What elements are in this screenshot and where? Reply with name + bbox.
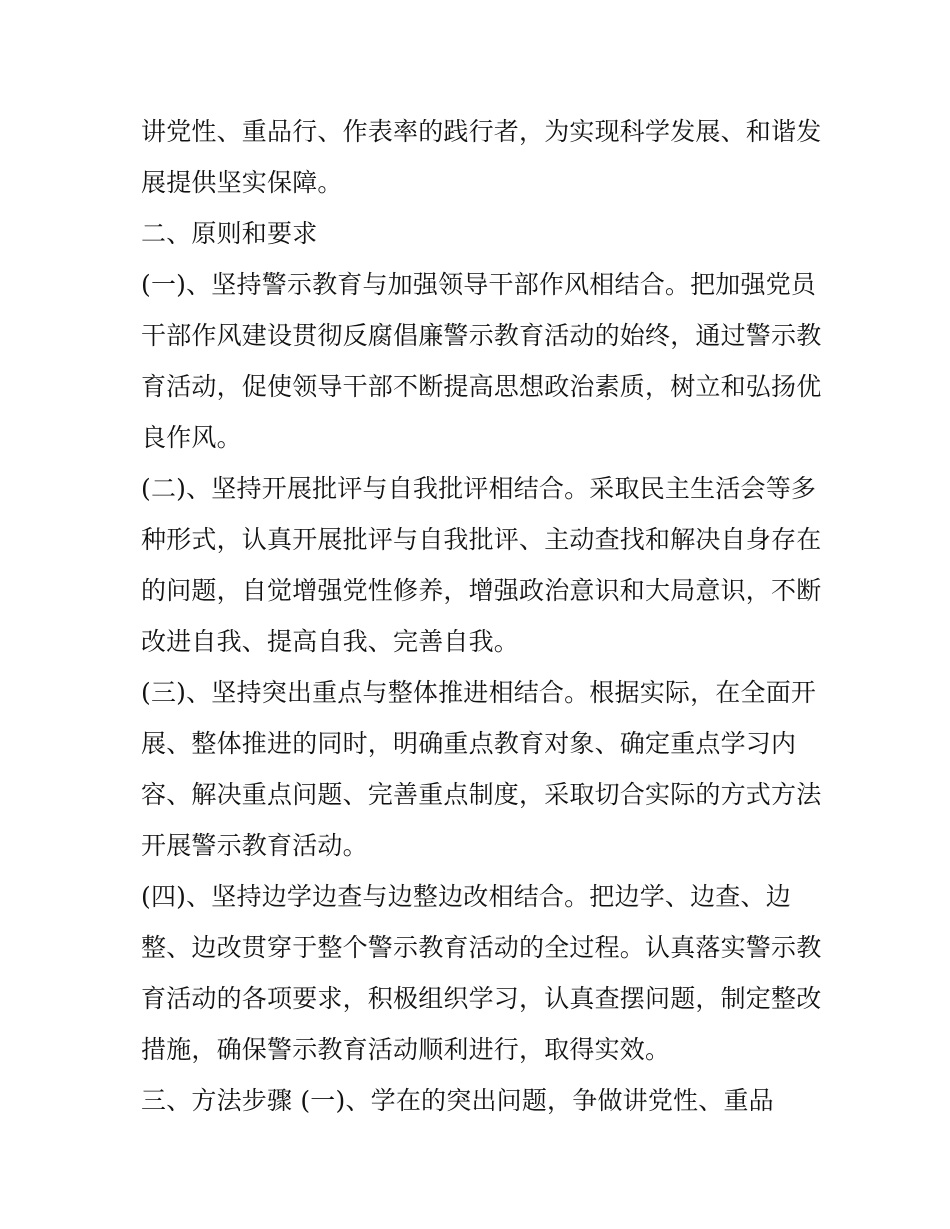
text-line: 容、解决重点问题、完善重点制度，采取切合实际的方式方法 bbox=[141, 780, 822, 809]
text-line: 良作风。 bbox=[141, 423, 242, 452]
text-line: 改进自我、提高自我、完善自我。 bbox=[141, 627, 520, 656]
text-line: 干部作风建设贯彻反腐倡廉警示教育活动的始终，通过警示教 bbox=[141, 321, 822, 350]
text-line: 的问题，自觉增强党性修养，增强政治意识和大局意识，不断 bbox=[141, 576, 822, 605]
section-heading: 二、原则和要求 bbox=[141, 219, 318, 248]
text-line: 开展警示教育活动。 bbox=[141, 831, 368, 860]
text-line: 育活动的各项要求，积极组织学习，认真查摆问题，制定整改 bbox=[141, 984, 822, 1013]
text-line: 育活动，促使领导干部不断提高思想政治素质，树立和弘扬优 bbox=[141, 372, 822, 401]
body-text bbox=[141, 106, 821, 1126]
section-heading: 三、方法步骤 (一)、学在的突出问题，争做讲党性、重品 bbox=[141, 1086, 774, 1115]
text-line: (四)、坚持边学边查与边整边改相结合。把边学、边查、边 bbox=[141, 882, 791, 911]
text-line: (三)、坚持突出重点与整体推进相结合。根据实际，在全面开 bbox=[141, 678, 817, 707]
text-line: 展、整体推进的同时，明确重点教育对象、确定重点学习内 bbox=[141, 729, 797, 758]
text-line: 种形式，认真开展批评与自我批评、主动查找和解决自身存在 bbox=[141, 525, 822, 554]
text-line: 展提供坚实保障。 bbox=[141, 168, 343, 197]
text-line: (一)、坚持警示教育与加强领导干部作风相结合。把加强党员 bbox=[141, 270, 817, 299]
text-line: (二)、坚持开展批评与自我批评相结合。采取民主生活会等多 bbox=[141, 474, 817, 503]
text-line: 讲党性、重品行、作表率的践行者，为实现科学发展、和谐发 bbox=[141, 117, 822, 146]
text-line: 整、边改贯穿于整个警示教育活动的全过程。认真落实警示教 bbox=[141, 933, 822, 962]
text-line: 措施，确保警示教育活动顺利进行，取得实效。 bbox=[141, 1035, 671, 1064]
